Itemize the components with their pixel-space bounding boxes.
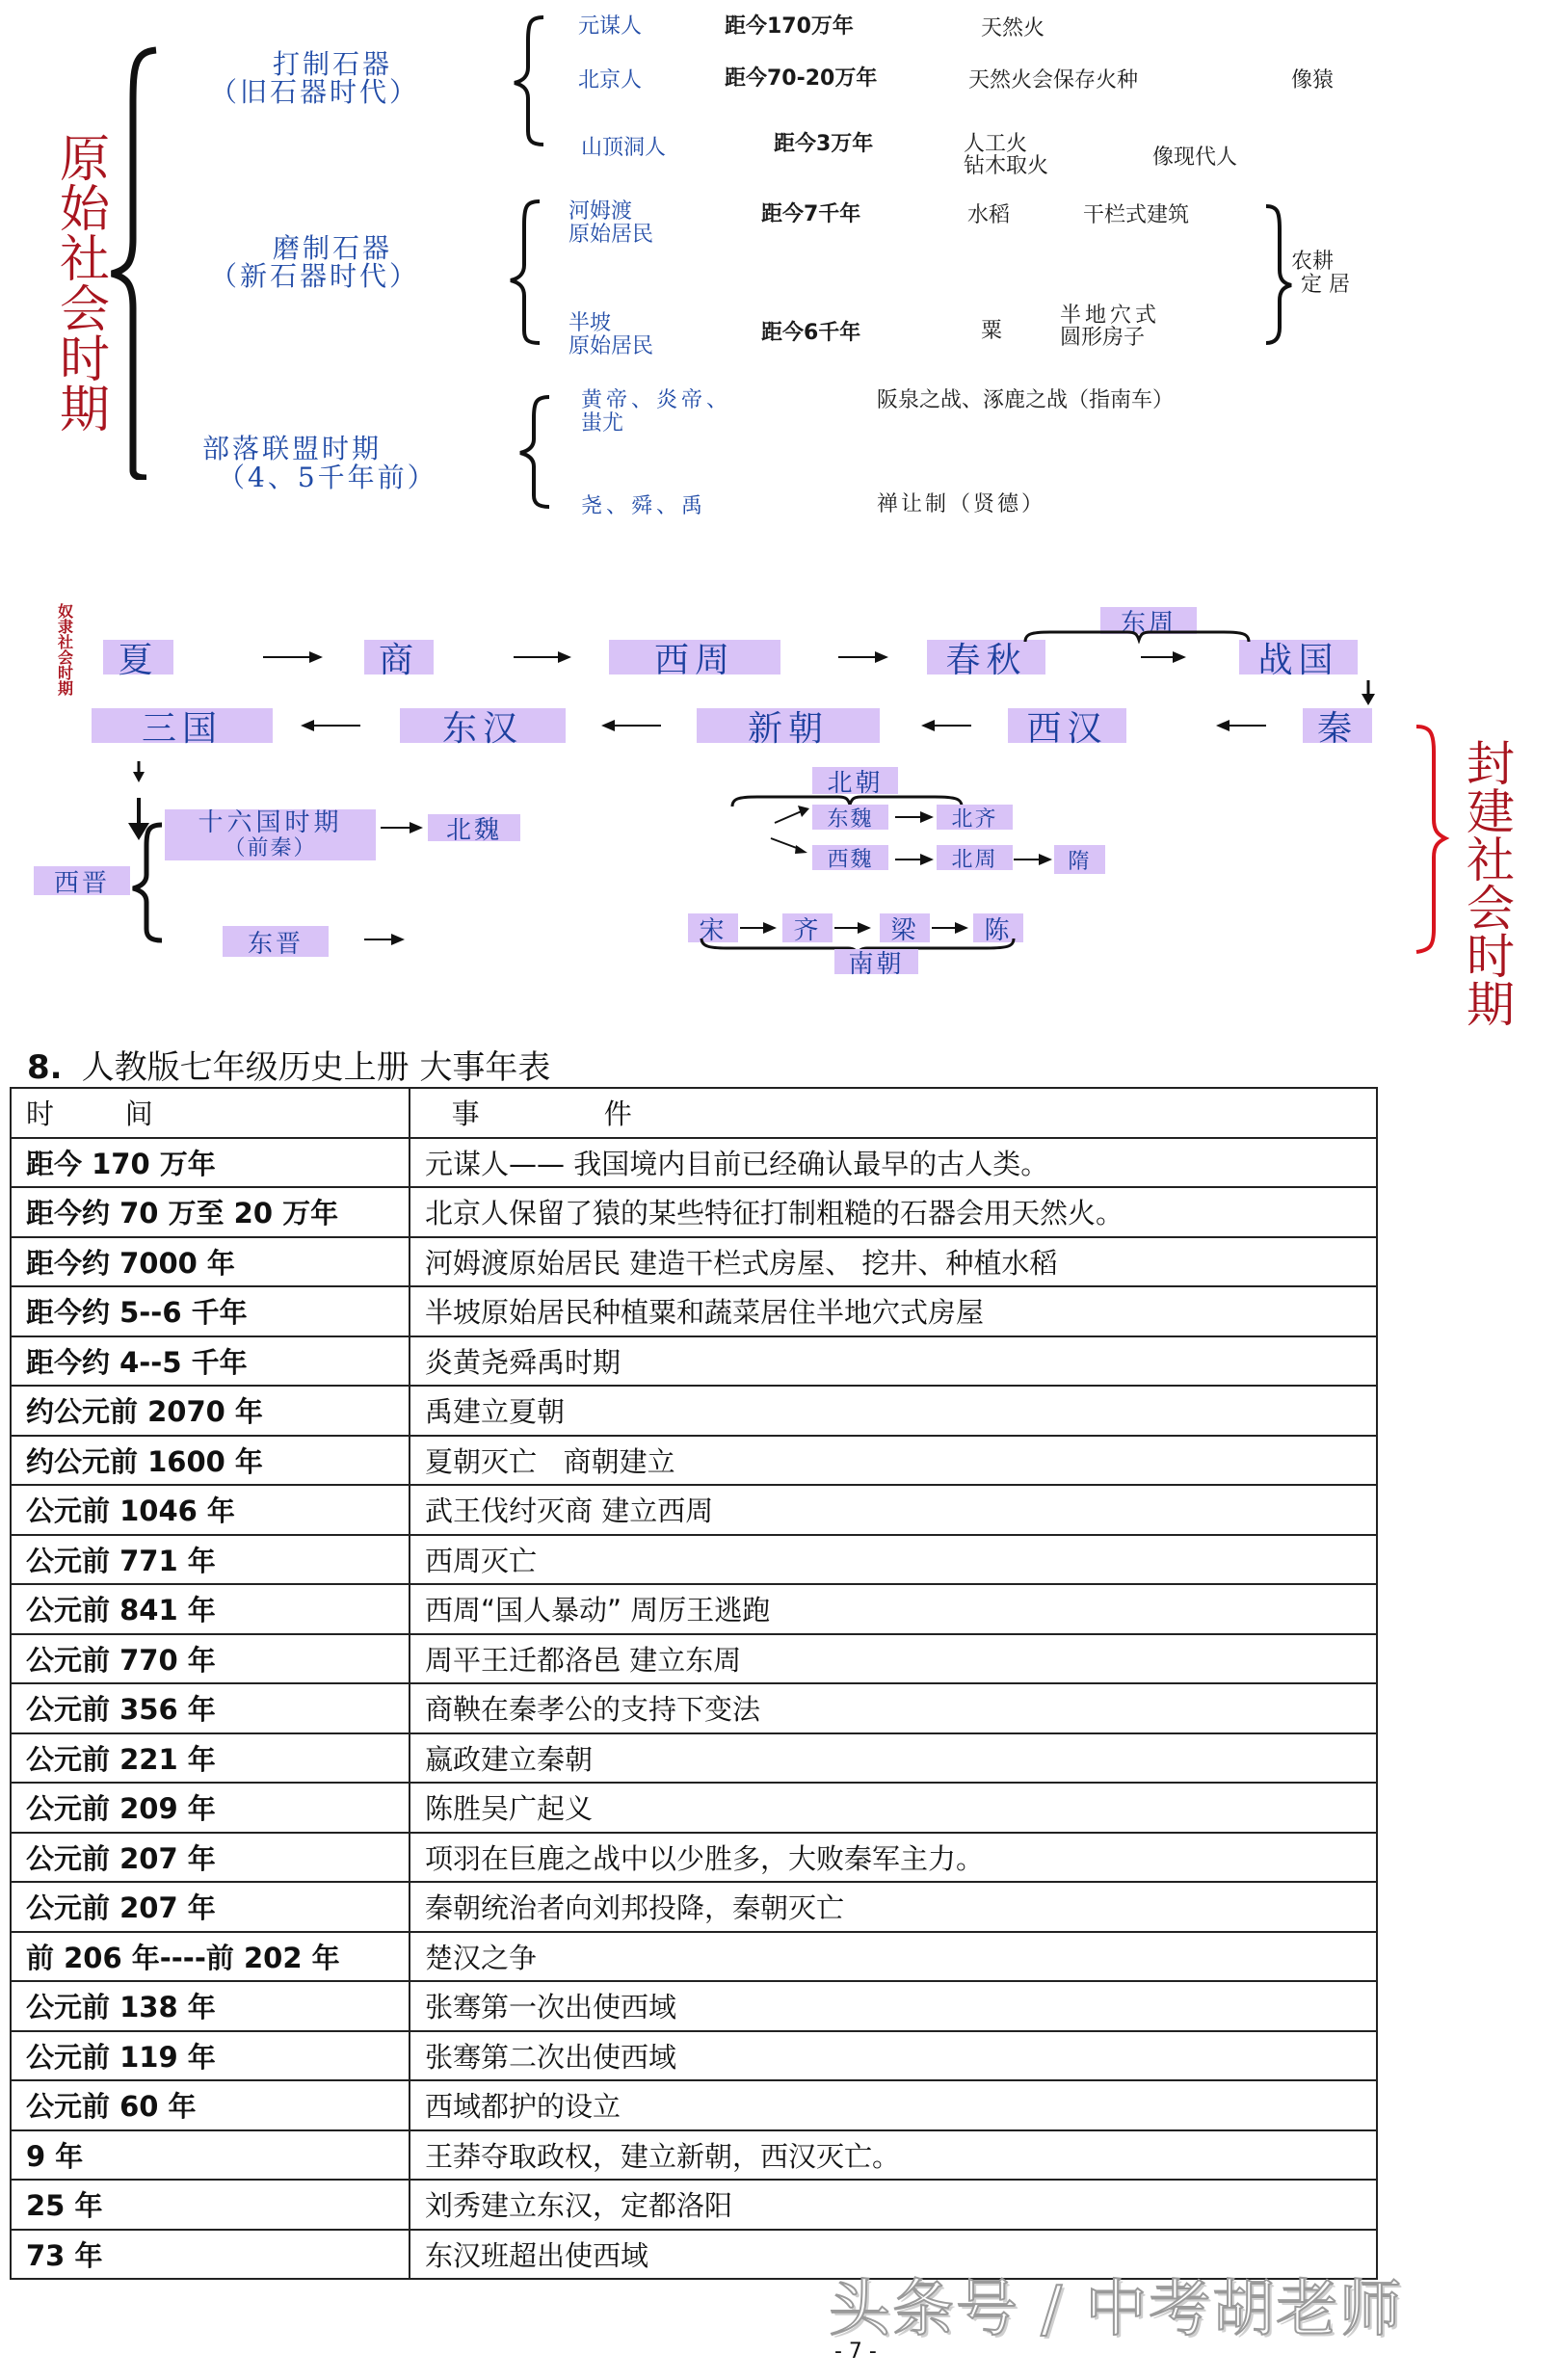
tribe-name: 蚩尤: [581, 411, 624, 436]
site-time: 距今170万年: [725, 14, 854, 39]
site-time: 距今6千年: [761, 321, 861, 345]
arrow-right-icon: [895, 816, 932, 818]
time-cell: 前 206 年----前 202 年: [11, 1932, 410, 1982]
arrow-right-icon: [1014, 859, 1050, 860]
time-cell: 公元前 841 年: [11, 1584, 410, 1634]
time-cell: 公元前 60 年: [11, 2080, 410, 2130]
table-row: [11, 2180, 1377, 2230]
slave-period-label: 奴隶社会时期: [58, 602, 74, 698]
dynasty-spring-autumn: 春秋: [927, 640, 1045, 674]
dynasty-xin: 新朝: [697, 708, 880, 743]
site-house: 干栏式建筑: [1083, 203, 1190, 227]
event-cell: 东汉班超出使西域: [410, 2230, 1377, 2280]
arrow-right-icon: [740, 927, 775, 929]
site-time: 距今7千年: [761, 202, 861, 226]
arrow-right-icon: [838, 656, 886, 658]
time-cell: 约公元前 1600 年: [11, 1436, 410, 1486]
time-cell: 约公元前 2070 年: [11, 1386, 410, 1436]
site-note: 像猿: [1291, 68, 1335, 93]
table-header-row: [11, 1088, 1377, 1138]
event-cell: 西周“国人暴动” 周厉王逃跑: [410, 1584, 1377, 1634]
site-fire: 天然火会保存火种: [968, 68, 1139, 93]
site-note: 像现代人: [1152, 145, 1238, 170]
time-cell: 25 年: [11, 2180, 410, 2230]
table-row: [11, 2031, 1377, 2081]
table-row: [11, 1882, 1377, 1932]
dynasty-song: 宋: [688, 913, 738, 942]
event-cell: 北京人保留了猿的某些特征打制粗糙的石器会用天然火。: [410, 1187, 1377, 1237]
arrow-right-icon: [932, 927, 966, 929]
table-row: [11, 2080, 1377, 2130]
dynasty-western-wei: 西魏: [812, 845, 888, 870]
dynasty-western-han: 西汉: [1008, 708, 1126, 743]
time-cell: 距今约 70 万至 20 万年: [11, 1187, 410, 1237]
southern-dynasties-label: 南朝: [834, 949, 918, 974]
primitive-period-label: 原始社会时期: [60, 131, 111, 439]
event-cell: 元谋人—— 我国境内目前已经确认最早的古人类。: [410, 1138, 1377, 1188]
dynasty-eastern-wei: 东魏: [812, 805, 888, 830]
site-name: 山顶洞人: [581, 136, 667, 160]
section-number: 8.: [27, 1048, 63, 1087]
red-brace-icon: [1413, 723, 1451, 956]
table-row: [11, 2130, 1377, 2181]
time-cell: 距今约 7000 年: [11, 1237, 410, 1287]
arrow-right-icon: [364, 939, 403, 940]
event-cell: 河姆渡原始居民 建造干栏式房屋、 挖井、种植水稻: [410, 1237, 1377, 1287]
sixteen-kingdoms-label: 十六国时期: [198, 808, 343, 838]
event-cell: 禹建立夏朝: [410, 1386, 1377, 1436]
table-row: [11, 1981, 1377, 2031]
site-time: 距今3万年: [774, 132, 874, 156]
table-row: [11, 1237, 1377, 1287]
brace-icon: [507, 198, 545, 347]
brace-icon: [516, 393, 555, 509]
table-row: [11, 1138, 1377, 1188]
event-cell: 项羽在巨鹿之战中以少胜多，大败秦军主力。: [410, 1833, 1377, 1883]
time-cell: 公元前 1046 年: [11, 1485, 410, 1535]
site-fire: 天然火: [981, 16, 1045, 40]
table-row: [11, 1187, 1377, 1237]
dynasty-three-kingdoms: 三国: [92, 708, 273, 743]
brace-right-icon: [1262, 202, 1301, 347]
event-cell: 商鞅在秦孝公的支持下变法: [410, 1683, 1377, 1733]
dynasty-chen: 陈: [973, 913, 1023, 942]
site-fire: 钻木取火: [964, 154, 1049, 178]
group-sublabel: （4、5千年前）: [218, 462, 437, 493]
event-cell: 周平王迁都洛邑 建立东周: [410, 1634, 1377, 1684]
dynasty-northern-qi: 北齐: [937, 805, 1013, 830]
arrow-left-icon: [303, 725, 360, 727]
site-name: 原始居民: [568, 223, 654, 247]
event-cell: 武王伐纣灭商 建立西周: [410, 1485, 1377, 1535]
site-time: 距今70-20万年: [725, 66, 878, 91]
summary-label: 农耕: [1291, 250, 1335, 274]
dynasty-xia: 夏: [103, 640, 173, 674]
dynasty-eastern-zhou: 东周: [1100, 607, 1197, 634]
group-label: 磨制石器: [273, 232, 393, 264]
time-cell: 公元前 207 年: [11, 1882, 410, 1932]
arrow-left-icon: [923, 725, 971, 727]
section-title-text: 人教版七年级历史上册 大事年表: [81, 1048, 551, 1087]
site-name: 河姆渡: [568, 199, 633, 224]
brace-top-icon: [1021, 628, 1253, 644]
dynasty-qin: 秦: [1303, 708, 1372, 743]
arrow-right-icon: [514, 656, 569, 658]
dynasty-shang: 商: [364, 640, 434, 674]
site-name: 原始居民: [568, 334, 654, 358]
brace-icon: [511, 13, 549, 148]
event-cell: 西域都护的设立: [410, 2080, 1377, 2130]
event-cell: 嬴政建立秦朝: [410, 1733, 1377, 1784]
site-name: 元谋人: [578, 14, 643, 39]
arrow-right-icon: [263, 656, 321, 658]
northern-dynasties-label: 北朝: [812, 767, 898, 794]
table-row: [11, 1683, 1377, 1733]
arrow-downright-icon: [769, 836, 811, 856]
events-table: [10, 1087, 1378, 2280]
dynasty-liang: 梁: [880, 913, 930, 942]
time-cell: 公元前 356 年: [11, 1683, 410, 1733]
section-title: [27, 1041, 550, 1088]
table-row: [11, 1535, 1377, 1585]
site-crop: 粟: [981, 319, 1003, 343]
group-label: 打制石器: [273, 48, 393, 80]
arrow-upright-icon: [773, 806, 811, 825]
dynasty-sixteen-kingdoms: [165, 809, 376, 860]
table-row: [11, 1783, 1377, 1833]
page-number: - 7 -: [834, 2340, 877, 2364]
event-cell: 秦朝统治者向刘邦投降，秦朝灭亡: [410, 1882, 1377, 1932]
event-cell: 陈胜吴广起义: [410, 1783, 1377, 1833]
arrow-left-icon: [1218, 725, 1266, 727]
arrow-right-icon: [834, 927, 869, 929]
feudal-period-label: 封建社会时期: [1467, 736, 1515, 1033]
site-name: 北京人: [578, 68, 643, 93]
time-cell: 距今约 5--6 千年: [11, 1286, 410, 1336]
arrow-left-icon: [603, 725, 661, 727]
table-row: [11, 1386, 1377, 1436]
site-house: 半地穴式: [1060, 304, 1161, 328]
table-row: [11, 1436, 1377, 1486]
time-cell: 距今 170 万年: [11, 1138, 410, 1188]
table-row: [11, 1833, 1377, 1883]
event-cell: 王莽夺取政权，建立新朝，西汉灭亡。: [410, 2130, 1377, 2181]
table-row: [11, 1733, 1377, 1784]
site-name: 半坡: [568, 311, 612, 335]
time-cell: 公元前 209 年: [11, 1783, 410, 1833]
table-row: [11, 1932, 1377, 1982]
event-cell: 张骞第一次出使西域: [410, 1981, 1377, 2031]
time-cell: 9 年: [11, 2130, 410, 2181]
table-row: [11, 1286, 1377, 1336]
site-house: 圆形房子: [1060, 326, 1146, 350]
event-cell: 楚汉之争: [410, 1932, 1377, 1982]
dynasty-northern-wei: 北魏: [428, 814, 520, 841]
dynasty-eastern-jin: 东晋: [223, 926, 329, 957]
dynasty-warring-states: 战国: [1239, 640, 1358, 674]
summary-label: 定 居: [1301, 273, 1350, 297]
tribe-event: 禅让制（贤德）: [877, 492, 1046, 516]
table-row: [11, 1336, 1377, 1387]
dynasty-eastern-han: 东汉: [400, 708, 566, 743]
site-fire: 人工火: [964, 132, 1028, 156]
site-crop: 水稻: [967, 203, 1011, 227]
dynasty-western-jin: 西晋: [34, 866, 130, 895]
group-sublabel: （新石器时代）: [210, 260, 420, 292]
group-sublabel: （旧石器时代）: [210, 76, 420, 108]
arrow-right-icon: [895, 859, 932, 860]
table-row: [11, 1634, 1377, 1684]
arrow-down-icon: [129, 761, 148, 784]
dynasty-qi: 齐: [782, 913, 833, 942]
dynasty-western-zhou: 西周: [609, 640, 780, 674]
event-cell: 炎黄尧舜禹时期: [410, 1336, 1377, 1387]
watermark: 头条号 / 中考胡老师: [829, 2274, 1404, 2345]
tribe-name: 尧、舜、禹: [581, 494, 707, 518]
time-cell: 公元前 770 年: [11, 1634, 410, 1684]
time-cell: 公元前 138 年: [11, 1981, 410, 2031]
sixteen-kingdoms-sublabel: （前秦）: [224, 835, 317, 860]
time-cell: 公元前 207 年: [11, 1833, 410, 1883]
main-brace-icon: [106, 46, 164, 480]
time-cell: 距今约 4--5 千年: [11, 1336, 410, 1387]
event-cell: 西周灭亡: [410, 1535, 1377, 1585]
time-cell: 公元前 221 年: [11, 1733, 410, 1784]
dynasty-sui: 隋: [1054, 845, 1105, 874]
event-cell: 半坡原始居民种植粟和蔬菜居住半地穴式房屋: [410, 1286, 1377, 1336]
time-cell: 公元前 119 年: [11, 2031, 410, 2081]
time-cell: 73 年: [11, 2230, 410, 2280]
tribe-name: 黄帝、炎帝、: [581, 388, 732, 412]
dynasty-northern-zhou: 北周: [937, 845, 1013, 870]
arrow-right-icon: [1141, 656, 1184, 658]
tribe-event: 阪泉之战、涿鹿之战（指南车）: [877, 388, 1175, 412]
event-cell: 张骞第二次出使西域: [410, 2031, 1377, 2081]
arrow-down-icon: [1359, 680, 1378, 707]
group-label: 部落联盟时期: [202, 433, 383, 464]
table-row: [11, 1584, 1377, 1634]
time-cell: 公元前 771 年: [11, 1535, 410, 1585]
header-time: 时 间: [11, 1088, 410, 1138]
event-cell: 夏朝灭亡 商朝建立: [410, 1436, 1377, 1486]
arrow-right-icon: [381, 827, 421, 829]
brace-icon: [129, 821, 168, 946]
table-row: [11, 1485, 1377, 1535]
header-event: 事 件: [410, 1088, 1377, 1138]
event-cell: 刘秀建立东汉，定都洛阳: [410, 2180, 1377, 2230]
